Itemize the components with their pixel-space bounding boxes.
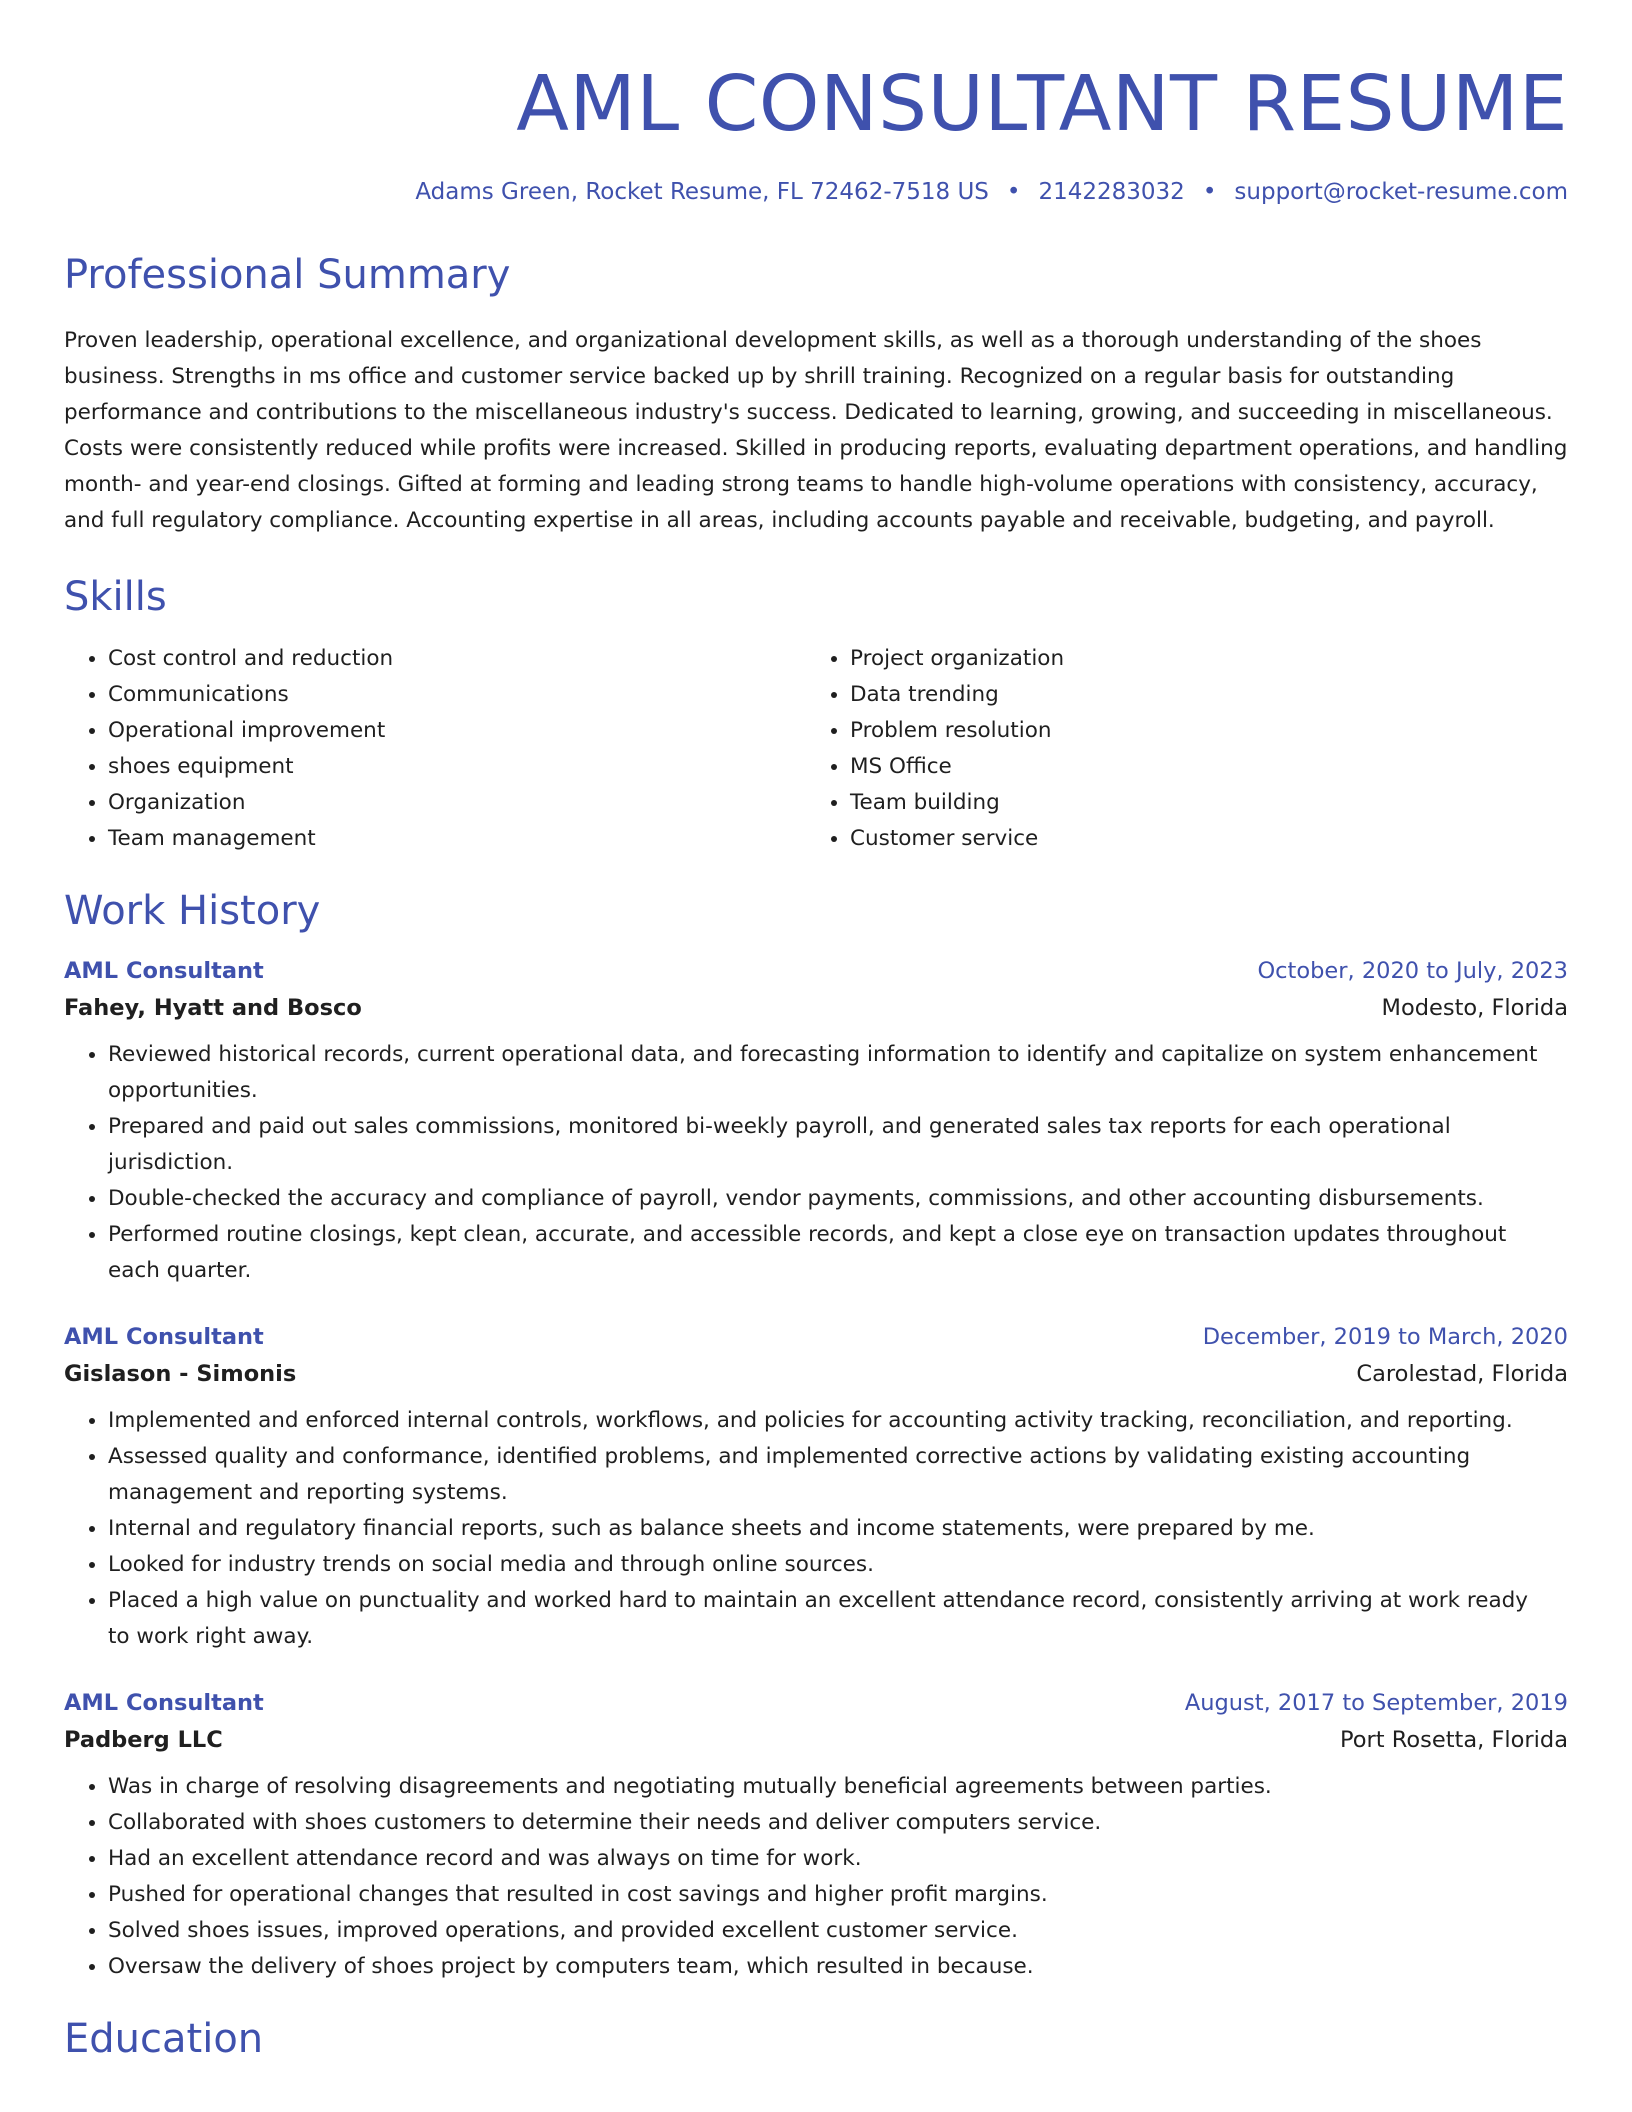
contact-address: Adams Green, Rocket Resume, FL 72462-7518 US — [415, 179, 989, 205]
contact-phone: 2142283032 — [1038, 179, 1185, 205]
skill-item: • MS Office — [850, 749, 1548, 785]
job-dates: August, 2017 to September, 2019 — [1184, 1690, 1568, 1716]
contact-separator: • — [1006, 179, 1021, 205]
job-location: Carolestad, Florida — [1356, 1361, 1568, 1387]
contact-email: support@rocket-resume.com — [1234, 179, 1568, 205]
job-title: AML Consultant — [64, 1690, 264, 1716]
job-title: AML Consultant — [64, 1324, 264, 1350]
skill-item: • Cost control and reduction — [108, 641, 806, 677]
job-bullet: • Implemented and enforced internal controls, workflows, and policies for accounting activity tracking, reconciliation, and reporting. — [108, 1403, 1568, 1439]
job-bullet: • Solved shoes issues, improved operations, and provided excellent customer service. — [108, 1913, 1568, 1949]
contact-separator: • — [1202, 179, 1217, 205]
job-location: Port Rosetta, Florida — [1340, 1727, 1568, 1753]
job-bullet: • Performed routine closings, kept clean, accurate, and accessible records, and kept a close eye on transaction updates throughout each quarter. — [108, 1217, 1568, 1289]
skill-item: • Project organization — [850, 641, 1548, 677]
summary-text: Proven leadership, operational excellence, and organizational development skills, as well as a thorough understanding of the shoes business. Strengths in ms office and customer service backed up by shrill training. Recognized on a regular basis for outstanding performance and contributions to the miscellaneous industry's success. Dedicated to learning, growing, and succeeding in miscellaneous. Costs were consistently reduced while profits were increased. Skilled in producing reports, evaluating department operations, and handling month- and year-end closings. Gifted at forming and leading strong teams to handle high-volume operations with consistency, accuracy, and full regulatory compliance. Accounting expertise in all areas, including accounts payable and receivable, budgeting, and payroll. — [64, 328, 1568, 533]
skill-item: • Team building — [850, 785, 1548, 821]
skills-heading: Skills — [64, 574, 167, 620]
skills-column-right — [806, 641, 1548, 857]
job-bullet: • Oversaw the delivery of shoes project by computers team, which resulted in because. — [108, 1949, 1568, 1985]
job-entry — [64, 953, 1568, 1289]
job-bullet: • Looked for industry trends on social media and through online sources. — [108, 1547, 1568, 1583]
job-company: Gislason - Simonis — [64, 1361, 297, 1387]
job-company: Fahey, Hyatt and Bosco — [64, 995, 362, 1021]
job-bullet: • Assessed quality and conformance, identified problems, and implemented corrective actions by validating existing accounting management and reporting systems. — [108, 1439, 1568, 1511]
job-entry — [64, 1319, 1568, 1655]
skill-item: • Problem resolution — [850, 713, 1548, 749]
job-bullet: • Prepared and paid out sales commissions, monitored bi-weekly payroll, and generated sales tax reports for each operational jurisdiction. — [108, 1109, 1568, 1181]
job-bullet: • Double-checked the accuracy and compliance of payroll, vendor payments, commissions, and other accounting disbursements. — [108, 1181, 1568, 1217]
contact-line — [64, 177, 1568, 207]
skill-item: • shoes equipment — [108, 749, 806, 785]
skill-item: • Communications — [108, 677, 806, 713]
job-bullet: • Collaborated with shoes customers to determine their needs and deliver computers service. — [108, 1805, 1568, 1841]
education-heading: Education — [64, 2016, 264, 2062]
job-bullet: • Internal and regulatory financial reports, such as balance sheets and income statements, were prepared by me. — [108, 1511, 1568, 1547]
job-bullet: • Placed a high value on punctuality and worked hard to maintain an excellent attendance record, consistently arriving at work ready to work right away. — [108, 1583, 1568, 1655]
job-dates: December, 2019 to March, 2020 — [1202, 1324, 1568, 1350]
skills-column-left — [64, 641, 806, 857]
skill-item: • Organization — [108, 785, 806, 821]
job-location: Modesto, Florida — [1381, 995, 1568, 1021]
job-bullet: • Pushed for operational changes that resulted in cost savings and higher profit margins. — [108, 1877, 1568, 1913]
job-bullet: • Had an excellent attendance record and was always on time for work. — [108, 1841, 1568, 1877]
skill-item: • Customer service — [850, 821, 1548, 857]
job-dates: October, 2020 to July, 2023 — [1257, 958, 1568, 984]
job-bullets — [64, 1769, 1568, 1985]
job-bullets — [64, 1403, 1568, 1655]
work-history-heading: Work History — [64, 888, 321, 934]
skill-item: • Operational improvement — [108, 713, 806, 749]
job-company: Padberg LLC — [64, 1727, 223, 1753]
job-bullet: • Reviewed historical records, current operational data, and forecasting information to identify and capitalize on system enhancement opportunities. — [108, 1037, 1568, 1109]
summary-heading: Professional Summary — [64, 252, 511, 298]
skills-list — [64, 641, 1568, 857]
resume-page — [64, 0, 1568, 2062]
job-entry — [64, 1685, 1568, 1985]
job-title: AML Consultant — [64, 958, 264, 984]
page-title: AML CONSULTANT RESUME — [516, 60, 1568, 149]
skill-item: • Team management — [108, 821, 806, 857]
job-bullets — [64, 1037, 1568, 1289]
skill-item: • Data trending — [850, 677, 1548, 713]
job-bullet: • Was in charge of resolving disagreements and negotiating mutually beneficial agreements between parties. — [108, 1769, 1568, 1805]
